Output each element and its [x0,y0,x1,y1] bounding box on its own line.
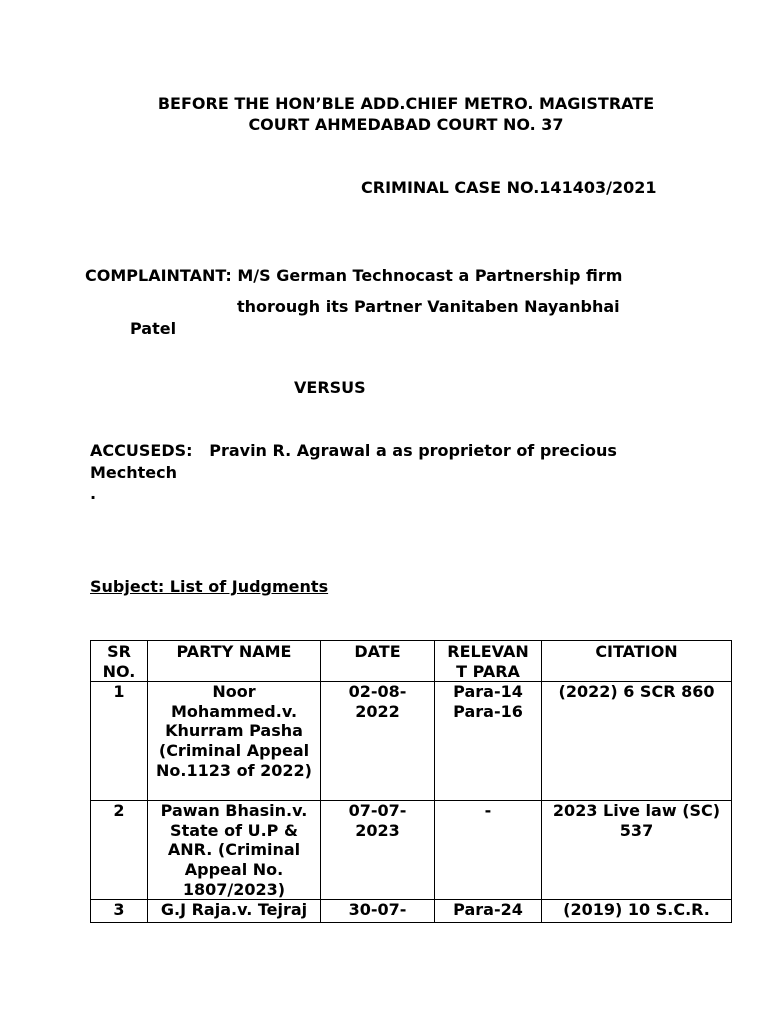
header-relevant-para [435,641,542,682]
case-number: CRIMINAL CASE NO.141403/2021 [361,178,657,197]
party-line: Mohammed.v. [170,701,298,721]
citation-cell [542,682,732,801]
complainant-line2: thorough its Partner Vanitaben Nayanbhai [237,297,620,316]
citation-line: (2019) 10 S.C.R. [563,900,710,920]
versus-label: VERSUS [294,378,366,397]
subject-heading: Subject: List of Judgments [90,577,329,596]
party-line: ANR. (Criminal [167,840,301,860]
header-date: DATE [321,641,435,682]
party-line: Noor [212,682,256,702]
citation-line: 2023 Live law (SC) [552,801,721,821]
header-party-name: PARTY NAME [148,641,321,682]
citation-line: (2022) 6 SCR 860 [558,682,715,702]
header-citation: CITATION [542,641,732,682]
relevant-para-cell [435,900,542,923]
party-line: Khurram Pasha [165,721,303,741]
para-line: Para-24 [453,900,523,920]
party-line: No.1123 of 2022) [156,760,312,780]
accused-line2: Mechtech [90,463,178,482]
court-heading-line1: BEFORE THE HON’BLE ADD.CHIEF METRO. MAGISTRATE [157,94,655,113]
citation-cell [542,801,732,900]
citation-line: 537 [619,820,654,840]
header-relevant-para-line2: T PARA [456,661,520,681]
party-name-cell [148,801,321,900]
para-line: - [484,801,492,821]
party-line: Appeal No. [184,859,284,879]
party-line: State of U.P & [170,820,298,840]
table-row [91,682,732,801]
complainant-line3: Patel [130,319,177,338]
accused-line3: . [90,484,97,503]
date-cell [321,682,435,801]
header-sr-no [91,641,148,682]
party-name-cell [148,900,321,923]
table-row [91,900,732,923]
table-row [91,801,732,900]
sr-cell: 3 [91,900,148,923]
sr-cell: 1 [91,682,148,801]
relevant-para-cell [435,801,542,900]
party-line: Pawan Bhasin.v. [160,801,308,821]
party-name-cell [148,682,321,801]
party-line: 1807/2023) [182,879,286,899]
header-sr-no-line2: NO. [102,661,136,681]
date-line: 07-07- [348,801,407,821]
header-relevant-para-line1: RELEVAN [447,642,529,661]
header-sr-no-line1: SR [107,642,131,661]
date-cell [321,801,435,900]
relevant-para-cell [435,682,542,801]
party-line: G.J Raja.v. Tejraj [160,900,308,920]
complainant-line1: COMPLAINTANT: M/S German Technocast a Partnership firm [85,266,623,285]
judgments-table [90,640,732,923]
court-heading-line2: COURT AHMEDABAD COURT NO. 37 [248,115,564,134]
date-cell [321,900,435,923]
party-line: (Criminal Appeal [158,740,310,760]
date-line: 02-08- [348,682,407,702]
date-line: 2022 [355,701,400,721]
table-header-row [91,641,732,682]
date-line: 30-07- [348,900,407,920]
para-line: Para-14 [453,682,523,702]
citation-cell [542,900,732,923]
date-line: 2023 [355,820,400,840]
para-line: Para-16 [453,701,523,721]
sr-cell: 2 [91,801,148,900]
accused-line1: ACCUSEDS: Pravin R. Agrawal a as proprietor of precious [90,441,617,460]
